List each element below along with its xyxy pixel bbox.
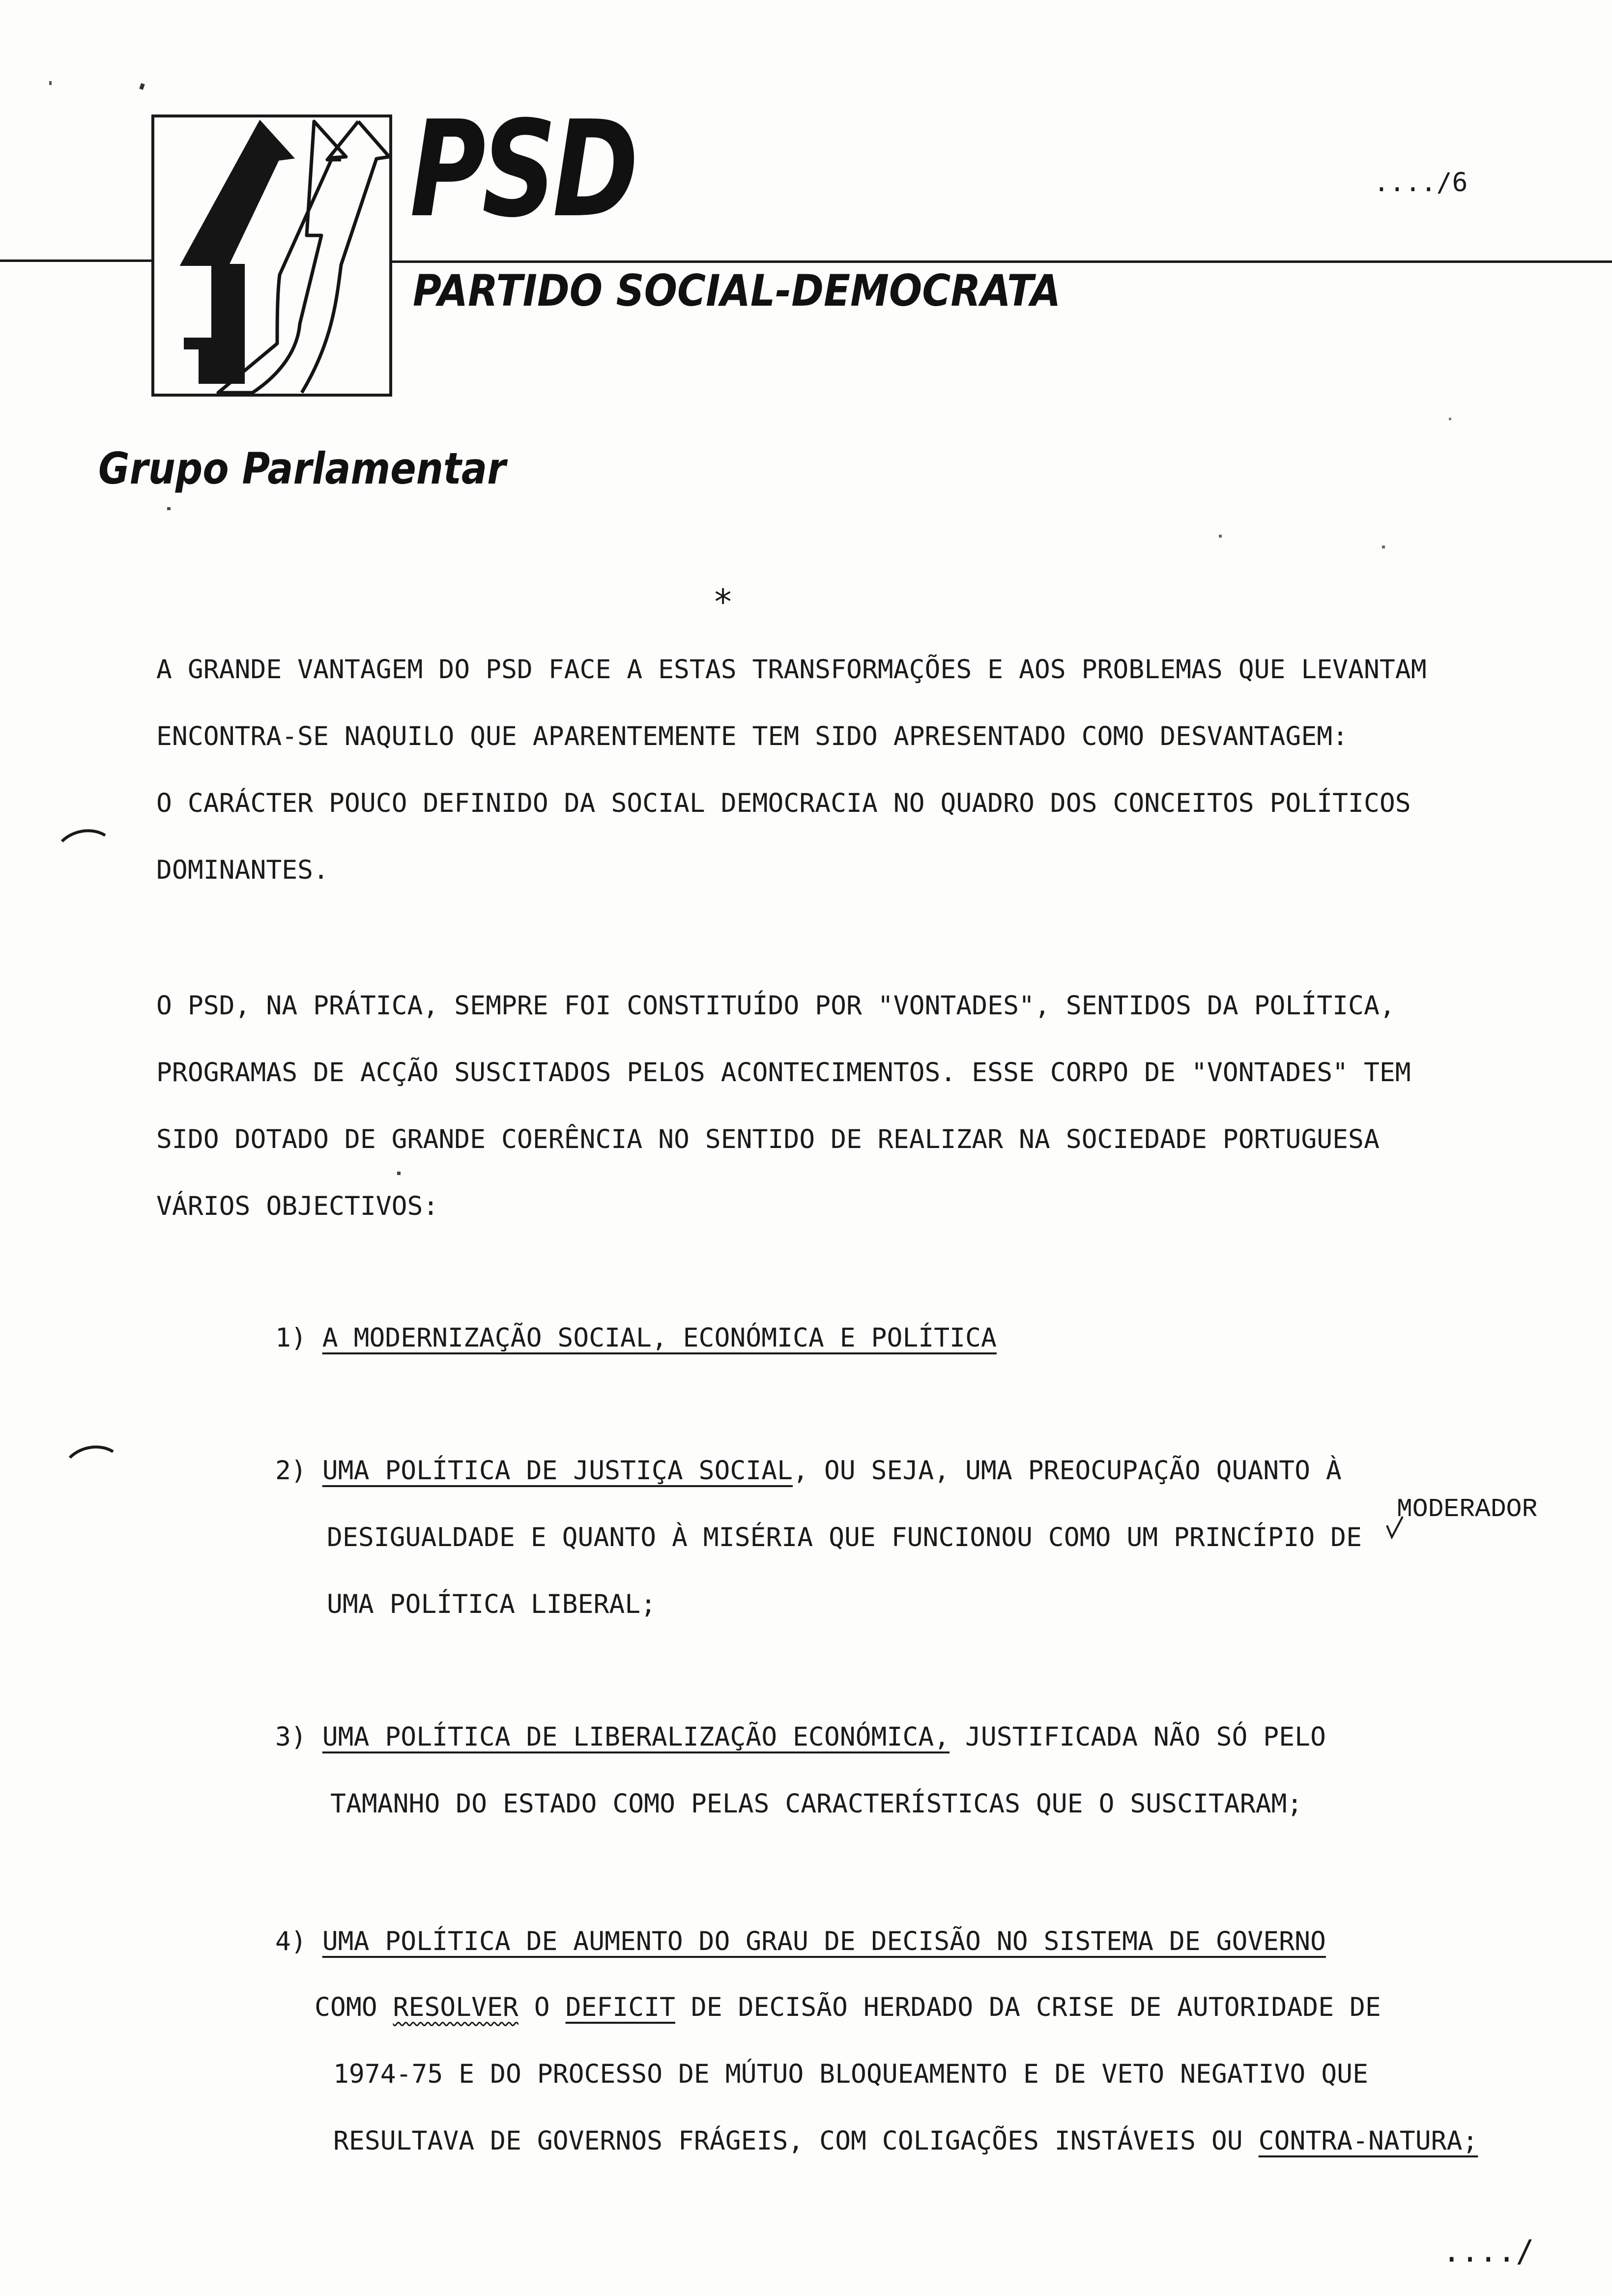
punch-hole-mark-icon bbox=[67, 1441, 116, 1461]
underlined-word: DEFICIT bbox=[565, 1992, 675, 2022]
item-title: UMA POLÍTICA DE JUSTIÇA SOCIAL bbox=[322, 1456, 793, 1486]
logo-text: PSD bbox=[410, 92, 635, 247]
paragraph-line: ENCONTRA-SE NAQUILO QUE APARENTEMENTE TEM SIDO APRESENTADO COMO DESVANTAGEM: bbox=[156, 721, 1349, 751]
item-number: 3) bbox=[275, 1722, 307, 1752]
scan-speck bbox=[1382, 545, 1385, 548]
insertion-mark-icon bbox=[1385, 1515, 1405, 1539]
item-title: UMA POLÍTICA DE AUMENTO DO GRAU DE DECISÃO NO SISTEMA DE GOVERNO bbox=[322, 1926, 1326, 1956]
party-name: PARTIDO SOCIAL-DEMOCRATA bbox=[413, 265, 1061, 316]
paragraph-line: SIDO DOTADO DE GRANDE COERÊNCIA NO SENTIDO DE REALIZAR NA SOCIEDADE PORTUGUESA bbox=[156, 1124, 1380, 1154]
item-title: A MODERNIZAÇÃO SOCIAL, ECONÓMICA E POLÍTICA bbox=[322, 1323, 997, 1353]
page-reference-top: ..../6 bbox=[1374, 168, 1468, 198]
scan-speck bbox=[1219, 535, 1222, 538]
item-line: TAMANHO DO ESTADO COMO PELAS CARACTERÍSTICAS QUE O SUSCITARAM; bbox=[330, 1789, 1303, 1819]
paragraph-line: O PSD, NA PRÁTICA, SEMPRE FOI CONSTITUÍDO POR "VONTADES", SENTIDOS DA POLÍTICA, bbox=[156, 991, 1395, 1021]
scan-speck bbox=[1449, 418, 1451, 420]
item-number: 4) bbox=[275, 1926, 307, 1956]
paragraph-line: DOMINANTES. bbox=[156, 855, 329, 885]
list-item bbox=[275, 1325, 997, 1351]
scan-speck bbox=[139, 83, 145, 90]
underlined-word: CONTRA-NATURA; bbox=[1258, 2126, 1478, 2156]
scan-speck bbox=[397, 1172, 401, 1175]
item-line: DESIGUALDADE E QUANTO À MISÉRIA QUE FUNCIONOU COMO UM PRINCÍPIO DE bbox=[327, 1522, 1362, 1552]
item-line: RESULTAVA DE GOVERNOS FRÁGEIS, COM COLIGAÇÕES INSTÁVEIS OU CONTRA-NATURA; bbox=[333, 2126, 1478, 2156]
paragraph-line: O CARÁCTER POUCO DEFINIDO DA SOCIAL DEMOCRACIA NO QUADRO DOS CONCEITOS POLÍTICOS bbox=[156, 788, 1411, 818]
item-line: COMO RESOLVER O DEFICIT DE DECISÃO HERDADO DA CRISE DE AUTORIDADE DE bbox=[315, 1992, 1381, 2022]
psd-logo-box bbox=[151, 115, 392, 397]
header-rule-left bbox=[0, 259, 151, 262]
item-text: , OU SEJA, UMA PREOCUPAÇÃO QUANTO À bbox=[793, 1456, 1342, 1486]
item-line: 1974-75 E DO PROCESSO DE MÚTUO BLOQUEAMENTO E DE VETO NEGATIVO QUE bbox=[333, 2059, 1368, 2089]
item-text: JUSTIFICADA NÃO SÓ PELO bbox=[950, 1722, 1326, 1752]
list-item bbox=[275, 1458, 1342, 1484]
item-number: 2) bbox=[275, 1456, 307, 1486]
handwritten-insert: MODERADOR bbox=[1397, 1494, 1538, 1524]
list-item bbox=[275, 1724, 1326, 1750]
page-reference-bottom: ..../ bbox=[1442, 2233, 1534, 2269]
scan-speck bbox=[49, 81, 52, 85]
punch-hole-mark-icon bbox=[59, 825, 108, 844]
item-number: 1) bbox=[275, 1323, 307, 1353]
item-line: UMA POLÍTICA LIBERAL; bbox=[327, 1589, 657, 1619]
list-item bbox=[275, 1928, 1326, 1954]
struck-word: RESOLVER bbox=[393, 1992, 518, 2022]
paragraph-line: A GRANDE VANTAGEM DO PSD FACE A ESTAS TRANSFORMAÇÕES E AOS PROBLEMAS QUE LEVANTAM bbox=[156, 655, 1427, 685]
group-name: Grupo Parlamentar bbox=[98, 443, 506, 494]
item-title: UMA POLÍTICA DE LIBERALIZAÇÃO ECONÓMICA, bbox=[322, 1722, 950, 1752]
psd-arrows-logo-icon bbox=[154, 117, 389, 394]
paragraph-line: VÁRIOS OBJECTIVOS: bbox=[156, 1191, 439, 1221]
header-rule-right bbox=[392, 260, 1612, 263]
section-asterisk: * bbox=[713, 582, 734, 622]
scan-speck bbox=[167, 507, 171, 510]
paragraph-line: PROGRAMAS DE ACÇÃO SUSCITADOS PELOS ACONTECIMENTOS. ESSE CORPO DE "VONTADES" TEM bbox=[156, 1058, 1411, 1088]
